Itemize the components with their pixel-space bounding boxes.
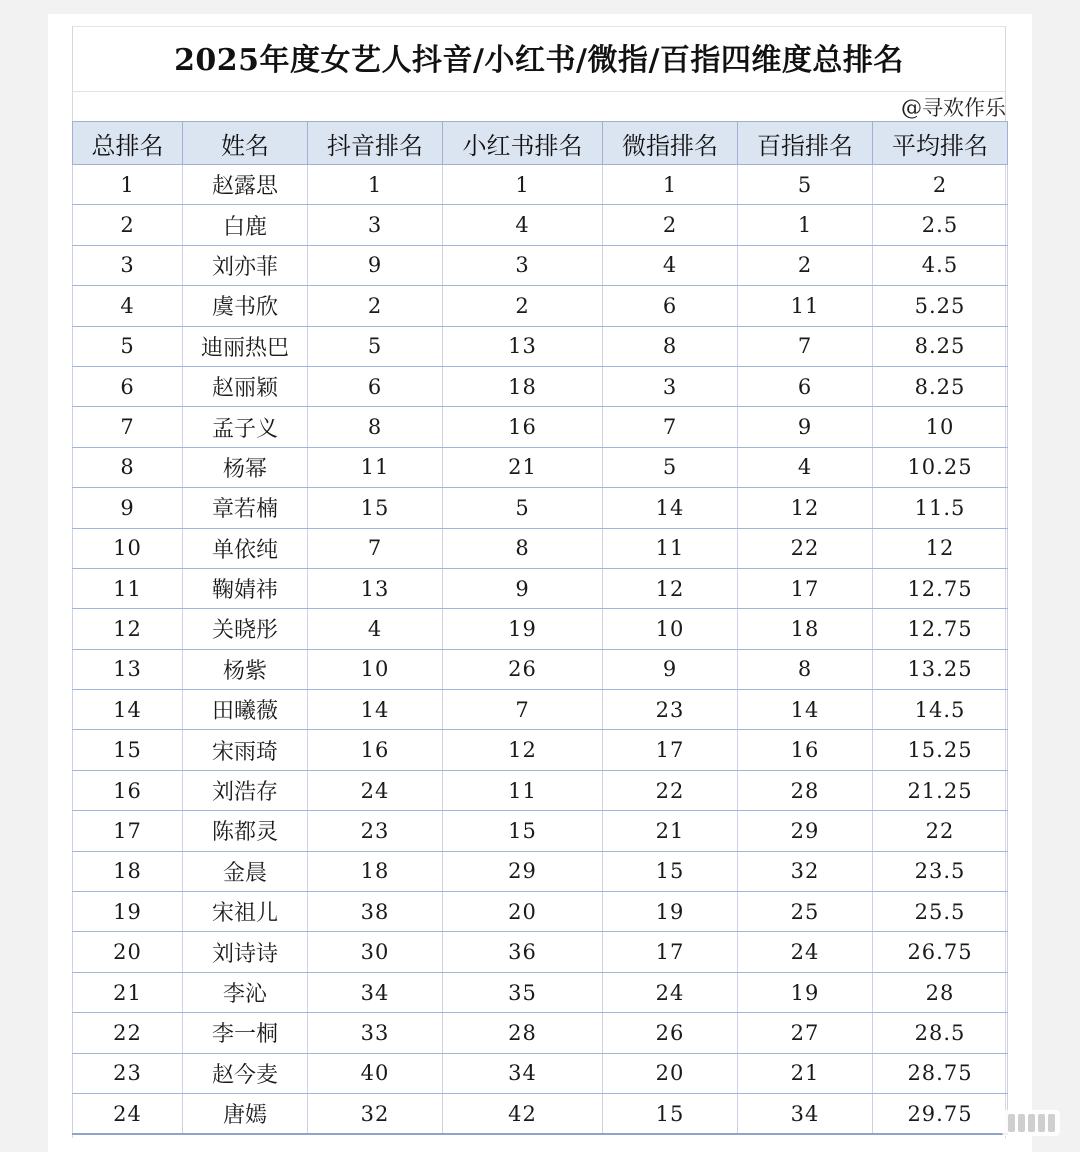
table-row — [73, 528, 1008, 568]
cell-average-rank: 10.25 — [873, 447, 1008, 487]
cell-name: 李一桐 — [183, 1013, 308, 1053]
cell-weizhi-rank: 19 — [603, 892, 738, 932]
cell-average-rank: 13.25 — [873, 649, 1008, 689]
cell-baizhi-rank: 17 — [738, 568, 873, 608]
cell-xiaohongshu-rank: 20 — [443, 892, 603, 932]
cell-average-rank: 11.5 — [873, 488, 1008, 528]
cell-name: 杨紫 — [183, 649, 308, 689]
cell-baizhi-rank: 12 — [738, 488, 873, 528]
cell-baizhi-rank: 34 — [738, 1093, 873, 1134]
cell-baizhi-rank: 25 — [738, 892, 873, 932]
cell-name: 宋祖儿 — [183, 892, 308, 932]
cell-baizhi-rank: 1 — [738, 205, 873, 245]
cell-baizhi-rank: 4 — [738, 447, 873, 487]
cell-weizhi-rank: 14 — [603, 488, 738, 528]
cell-name: 单依纯 — [183, 528, 308, 568]
cell-baizhi-rank: 8 — [738, 649, 873, 689]
cell-overall-rank: 6 — [73, 366, 183, 406]
cell-name: 鞠婧祎 — [183, 568, 308, 608]
cell-name: 杨幂 — [183, 447, 308, 487]
cell-overall-rank: 16 — [73, 770, 183, 810]
cell-weizhi-rank: 5 — [603, 447, 738, 487]
cell-average-rank: 22 — [873, 811, 1008, 851]
cell-xiaohongshu-rank: 26 — [443, 649, 603, 689]
cell-xiaohongshu-rank: 42 — [443, 1093, 603, 1134]
cell-average-rank: 28 — [873, 972, 1008, 1012]
cell-douyin-rank: 24 — [308, 770, 443, 810]
cell-douyin-rank: 6 — [308, 366, 443, 406]
cell-overall-rank: 3 — [73, 245, 183, 285]
cell-douyin-rank: 9 — [308, 245, 443, 285]
cell-average-rank: 15.25 — [873, 730, 1008, 770]
cell-name: 刘亦菲 — [183, 245, 308, 285]
cell-overall-rank: 15 — [73, 730, 183, 770]
cell-weizhi-rank: 9 — [603, 649, 738, 689]
cell-weizhi-rank: 17 — [603, 932, 738, 972]
cell-overall-rank: 17 — [73, 811, 183, 851]
cell-name: 关晓彤 — [183, 609, 308, 649]
cell-name: 刘诗诗 — [183, 932, 308, 972]
cell-xiaohongshu-rank: 19 — [443, 609, 603, 649]
cell-douyin-rank: 11 — [308, 447, 443, 487]
cell-xiaohongshu-rank: 7 — [443, 690, 603, 730]
table-row — [73, 932, 1008, 972]
cell-overall-rank: 7 — [73, 407, 183, 447]
cell-name: 李沁 — [183, 972, 308, 1012]
cell-baizhi-rank: 14 — [738, 690, 873, 730]
table-row — [73, 1093, 1008, 1134]
cell-overall-rank: 12 — [73, 609, 183, 649]
cell-weizhi-rank: 8 — [603, 326, 738, 366]
table-row — [73, 892, 1008, 932]
cell-xiaohongshu-rank: 5 — [443, 488, 603, 528]
cell-douyin-rank: 14 — [308, 690, 443, 730]
cell-xiaohongshu-rank: 3 — [443, 245, 603, 285]
cell-baizhi-rank: 9 — [738, 407, 873, 447]
header-douyin-rank: 抖音排名 — [308, 122, 443, 165]
cell-baizhi-rank: 11 — [738, 286, 873, 326]
cell-weizhi-rank: 21 — [603, 811, 738, 851]
cell-name: 章若楠 — [183, 488, 308, 528]
author-credit: @寻欢作乐 — [901, 96, 1006, 120]
cell-weizhi-rank: 1 — [603, 165, 738, 205]
cell-baizhi-rank: 32 — [738, 851, 873, 891]
cell-xiaohongshu-rank: 34 — [443, 1053, 603, 1093]
table-row — [73, 690, 1008, 730]
cell-average-rank: 8.25 — [873, 366, 1008, 406]
cell-douyin-rank: 1 — [308, 165, 443, 205]
table-row — [73, 205, 1008, 245]
cell-baizhi-rank: 7 — [738, 326, 873, 366]
cell-overall-rank: 1 — [73, 165, 183, 205]
cell-overall-rank: 13 — [73, 649, 183, 689]
cell-xiaohongshu-rank: 1 — [443, 165, 603, 205]
cell-average-rank: 21.25 — [873, 770, 1008, 810]
cell-name: 赵今麦 — [183, 1053, 308, 1093]
cell-xiaohongshu-rank: 35 — [443, 972, 603, 1012]
cell-name: 陈都灵 — [183, 811, 308, 851]
cell-overall-rank: 23 — [73, 1053, 183, 1093]
cell-name: 刘浩存 — [183, 770, 308, 810]
cell-weizhi-rank: 3 — [603, 366, 738, 406]
cell-xiaohongshu-rank: 36 — [443, 932, 603, 972]
cell-douyin-rank: 2 — [308, 286, 443, 326]
table-row — [73, 1053, 1008, 1093]
table-row — [73, 245, 1008, 285]
cell-baizhi-rank: 29 — [738, 811, 873, 851]
table-row — [73, 407, 1008, 447]
cell-weizhi-rank: 24 — [603, 972, 738, 1012]
cell-name: 宋雨琦 — [183, 730, 308, 770]
cell-name: 赵丽颖 — [183, 366, 308, 406]
cell-name: 田曦薇 — [183, 690, 308, 730]
cell-overall-rank: 21 — [73, 972, 183, 1012]
cell-xiaohongshu-rank: 21 — [443, 447, 603, 487]
cell-overall-rank: 22 — [73, 1013, 183, 1053]
cell-average-rank: 2.5 — [873, 205, 1008, 245]
table-row — [73, 1013, 1008, 1053]
header-weizhi-rank: 微指排名 — [603, 122, 738, 165]
cell-douyin-rank: 13 — [308, 568, 443, 608]
cell-xiaohongshu-rank: 16 — [443, 407, 603, 447]
cell-average-rank: 2 — [873, 165, 1008, 205]
cell-average-rank: 25.5 — [873, 892, 1008, 932]
cell-douyin-rank: 30 — [308, 932, 443, 972]
cell-average-rank: 10 — [873, 407, 1008, 447]
cell-average-rank: 8.25 — [873, 326, 1008, 366]
cell-average-rank: 12.75 — [873, 609, 1008, 649]
cell-baizhi-rank: 5 — [738, 165, 873, 205]
cell-xiaohongshu-rank: 18 — [443, 366, 603, 406]
cell-douyin-rank: 16 — [308, 730, 443, 770]
cell-baizhi-rank: 24 — [738, 932, 873, 972]
cell-xiaohongshu-rank: 12 — [443, 730, 603, 770]
table-row — [73, 366, 1008, 406]
table-row — [73, 286, 1008, 326]
bar-chart-icon — [1002, 1110, 1060, 1136]
header-average-rank: 平均排名 — [873, 122, 1008, 165]
cell-douyin-rank: 34 — [308, 972, 443, 1012]
cell-average-rank: 4.5 — [873, 245, 1008, 285]
cell-weizhi-rank: 23 — [603, 690, 738, 730]
table-row — [73, 811, 1008, 851]
header-xiaohongshu-rank: 小红书排名 — [443, 122, 603, 165]
cell-xiaohongshu-rank: 28 — [443, 1013, 603, 1053]
cell-name: 虞书欣 — [183, 286, 308, 326]
cell-baizhi-rank: 18 — [738, 609, 873, 649]
cell-overall-rank: 2 — [73, 205, 183, 245]
cell-overall-rank: 24 — [73, 1093, 183, 1134]
cell-name: 孟子义 — [183, 407, 308, 447]
cell-average-rank: 26.75 — [873, 932, 1008, 972]
cell-baizhi-rank: 16 — [738, 730, 873, 770]
cell-overall-rank: 14 — [73, 690, 183, 730]
cell-baizhi-rank: 19 — [738, 972, 873, 1012]
cell-weizhi-rank: 4 — [603, 245, 738, 285]
table-row — [73, 972, 1008, 1012]
cell-weizhi-rank: 20 — [603, 1053, 738, 1093]
cell-weizhi-rank: 26 — [603, 1013, 738, 1053]
page-title: 2025年度女艺人抖音/小红书/微指/百指四维度总排名 — [72, 26, 1006, 92]
cell-weizhi-rank: 15 — [603, 851, 738, 891]
cell-average-rank: 23.5 — [873, 851, 1008, 891]
cell-overall-rank: 4 — [73, 286, 183, 326]
cell-weizhi-rank: 7 — [603, 407, 738, 447]
cell-average-rank: 12.75 — [873, 568, 1008, 608]
cell-average-rank: 5.25 — [873, 286, 1008, 326]
cell-xiaohongshu-rank: 13 — [443, 326, 603, 366]
cell-overall-rank: 18 — [73, 851, 183, 891]
ranking-table — [72, 121, 1008, 1135]
table-row — [73, 851, 1008, 891]
cell-name: 白鹿 — [183, 205, 308, 245]
cell-overall-rank: 8 — [73, 447, 183, 487]
header-baizhi-rank: 百指排名 — [738, 122, 873, 165]
cell-xiaohongshu-rank: 4 — [443, 205, 603, 245]
cell-baizhi-rank: 6 — [738, 366, 873, 406]
cell-douyin-rank: 10 — [308, 649, 443, 689]
cell-overall-rank: 11 — [73, 568, 183, 608]
cell-weizhi-rank: 6 — [603, 286, 738, 326]
table-row — [73, 447, 1008, 487]
cell-baizhi-rank: 21 — [738, 1053, 873, 1093]
cell-overall-rank: 20 — [73, 932, 183, 972]
cell-name: 唐嫣 — [183, 1093, 308, 1134]
cell-baizhi-rank: 28 — [738, 770, 873, 810]
cell-douyin-rank: 4 — [308, 609, 443, 649]
cell-xiaohongshu-rank: 2 — [443, 286, 603, 326]
table-row — [73, 326, 1008, 366]
cell-average-rank: 28.5 — [873, 1013, 1008, 1053]
cell-overall-rank: 19 — [73, 892, 183, 932]
cell-douyin-rank: 15 — [308, 488, 443, 528]
table-header-row — [73, 122, 1008, 165]
cell-douyin-rank: 7 — [308, 528, 443, 568]
cell-overall-rank: 5 — [73, 326, 183, 366]
cell-weizhi-rank: 22 — [603, 770, 738, 810]
cell-name: 赵露思 — [183, 165, 308, 205]
cell-name: 迪丽热巴 — [183, 326, 308, 366]
cell-average-rank: 14.5 — [873, 690, 1008, 730]
cell-weizhi-rank: 17 — [603, 730, 738, 770]
table-row — [73, 165, 1008, 205]
cell-weizhi-rank: 2 — [603, 205, 738, 245]
cell-xiaohongshu-rank: 29 — [443, 851, 603, 891]
cell-douyin-rank: 3 — [308, 205, 443, 245]
cell-weizhi-rank: 15 — [603, 1093, 738, 1134]
table-row — [73, 609, 1008, 649]
cell-baizhi-rank: 2 — [738, 245, 873, 285]
cell-xiaohongshu-rank: 8 — [443, 528, 603, 568]
cell-douyin-rank: 23 — [308, 811, 443, 851]
cell-weizhi-rank: 10 — [603, 609, 738, 649]
cell-baizhi-rank: 22 — [738, 528, 873, 568]
cell-overall-rank: 9 — [73, 488, 183, 528]
cell-baizhi-rank: 27 — [738, 1013, 873, 1053]
cell-weizhi-rank: 11 — [603, 528, 738, 568]
cell-douyin-rank: 32 — [308, 1093, 443, 1134]
header-overall-rank: 总排名 — [73, 122, 183, 165]
cell-name: 金晨 — [183, 851, 308, 891]
cell-overall-rank: 10 — [73, 528, 183, 568]
table-row — [73, 730, 1008, 770]
header-name: 姓名 — [183, 122, 308, 165]
table-row — [73, 568, 1008, 608]
cell-xiaohongshu-rank: 9 — [443, 568, 603, 608]
table-row — [73, 649, 1008, 689]
cell-average-rank: 12 — [873, 528, 1008, 568]
cell-douyin-rank: 5 — [308, 326, 443, 366]
table-body — [73, 165, 1008, 1135]
cell-xiaohongshu-rank: 15 — [443, 811, 603, 851]
cell-douyin-rank: 38 — [308, 892, 443, 932]
cell-douyin-rank: 8 — [308, 407, 443, 447]
cell-douyin-rank: 18 — [308, 851, 443, 891]
cell-douyin-rank: 33 — [308, 1013, 443, 1053]
cell-average-rank: 28.75 — [873, 1053, 1008, 1093]
table-row — [73, 770, 1008, 810]
cell-douyin-rank: 40 — [308, 1053, 443, 1093]
cell-average-rank: 29.75 — [873, 1093, 1008, 1134]
cell-weizhi-rank: 12 — [603, 568, 738, 608]
cell-xiaohongshu-rank: 11 — [443, 770, 603, 810]
table-row — [73, 488, 1008, 528]
